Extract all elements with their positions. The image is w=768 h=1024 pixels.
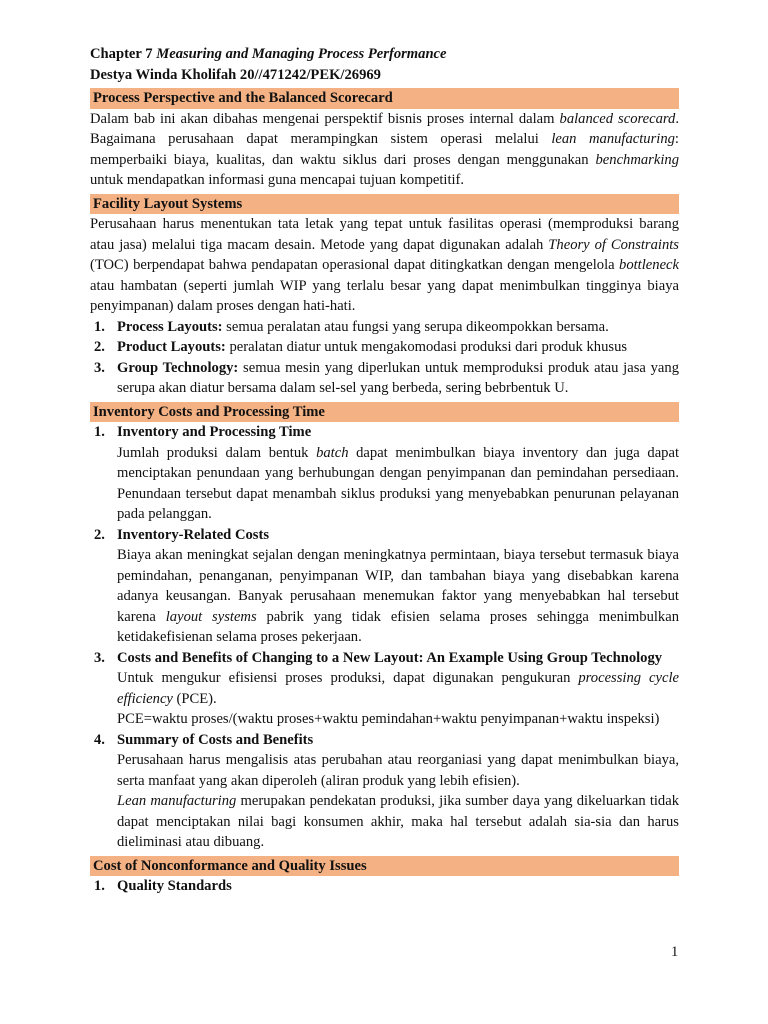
- pce-formula: PCE=waktu proses/(waktu proses+waktu pemindahan+waktu penyimpanan+waktu inspeksi): [117, 711, 660, 727]
- list-item-title: Process Layouts:: [117, 318, 223, 335]
- list-item-paragraph: Lean manufacturing merupakan pendekatan produksi, jika sumber daya yang dikeluarkan tidak dapat menciptakan nilai bagi konsumen akhir, maka hal tersebut adalah sia-sia dan harus dieliminasi atau dibuang.: [117, 793, 680, 850]
- page-number: 1: [671, 944, 679, 960]
- list-item: 1. Process Layouts: semua peralatan atau fungsi yang serupa dikeompokkan bersama.: [90, 317, 679, 338]
- list-item-title: Inventory-Related Costs: [117, 526, 270, 543]
- list-item-paragraph: Biaya akan meningkat sejalan dengan meningkatnya permintaan, biaya tersebut termasuk biaya pemindahan, penanganan, penyimpanan WIP, dan tambahan biaya yang disebabkan karena adanya keusangan. Banyak perusahaan menemukan faktor yang menyebabkan hal tersebut karena layout systems pabrik yang tidak efisien selama proses sehingga menimbulkan ketidakefisienan selama proses pekerjaan.: [117, 547, 679, 645]
- chapter-line: [90, 44, 679, 65]
- list-item-paragraph: Perusahaan harus mengalisis atas perubahan atau reorganiasi yang dapat menimbulkan biaya, serta manfaat yang akan diperoleh (aliran produk yang lebih efisien).: [117, 752, 679, 789]
- list-number: 3.: [94, 359, 105, 376]
- list-item-paragraph: Jumlah produksi dalam bentuk batch dapat menimbulkan biaya inventory dan juga dapat menciptakan penundaan yang berhubungan dengan penyimpanan dan pemindahan persediaan. Penundaan tersebut dapat menambah siklus produksi yang menyebabkan penurunan pelayanan pada pelanggan.: [117, 444, 679, 522]
- list-item-title: Summary of Costs and Benefits: [117, 731, 314, 748]
- list-item: [90, 422, 679, 525]
- list-item: [90, 648, 679, 730]
- section-heading-process-perspective: Process Perspective and the Balanced Scorecard: [90, 88, 679, 109]
- list-item: 2. Product Layouts: peralatan diatur untuk mengakomodasi produksi dari produk khusus: [90, 337, 679, 358]
- list-item: [90, 525, 679, 648]
- list-number: 1.: [94, 424, 105, 440]
- page-content: [90, 44, 679, 897]
- list-item-title: Quality Standards: [117, 878, 232, 894]
- section-heading-facility-layout: Facility Layout Systems: [90, 194, 679, 215]
- list-item-title: Costs and Benefits of Changing to a New Layout: An Example Using Group Technology: [117, 649, 663, 666]
- author-line: Destya Winda Kholifah 20//471242/PEK/26969: [90, 66, 381, 83]
- section-paragraph: Dalam bab ini akan dibahas mengenai perspektif bisnis proses internal dalam balanced scorecard. Bagaimana perusahaan dapat merampingkan sistem operasi melalui lean manufacturing: memperbaiki biaya, kualitas, dan waktu siklus dari proses dengan menggunakan benchmarking untuk mendapatkan informasi guna mencapai tujuan kompetitif.: [90, 110, 679, 188]
- list-item: [90, 730, 679, 853]
- list-number: 1.: [94, 878, 105, 894]
- section-heading-nonconformance: Cost of Nonconformance and Quality Issues: [90, 856, 679, 877]
- list-number: 4.: [94, 731, 105, 748]
- list-item-title: Group Technology:: [117, 359, 239, 376]
- list-item: 3. Group Technology: semua mesin yang diperlukan untuk memproduksi produk atau jasa yang serupa akan diatur bersama dalam sel-sel yang berbeda, sering bebrbentuk U.: [94, 359, 679, 396]
- list-number: 2.: [94, 339, 105, 355]
- list-number: 1.: [94, 318, 105, 335]
- section-paragraph: Perusahaan harus menentukan tata letak yang tepat untuk fasilitas operasi (memproduksi barang atau jasa) melalui tiga macam desain. Metode yang dapat digunakan adalah Theory of Constraints (TOC) berpendapat bahwa pendapatan operasional dapat ditingkatkan dengan mengelola bottleneck atau hambatan (seperti jumlah WIP yang terlalu besar yang dapat menimbulkan tingginya biaya penyimpanan) dalam proses dengan hati-hati.: [90, 216, 679, 314]
- list-item: [90, 876, 679, 897]
- section-heading-inventory-costs: Inventory Costs and Processing Time: [90, 402, 679, 423]
- chapter-label: Chapter 7: [90, 46, 153, 62]
- list-item-title: Product Layouts:: [117, 339, 226, 355]
- list-number: 2.: [94, 526, 105, 543]
- list-number: 3.: [94, 649, 105, 666]
- list-item-title: Inventory and Processing Time: [117, 424, 312, 440]
- chapter-title: Measuring and Managing Process Performance: [156, 46, 447, 62]
- list-item-paragraph: Untuk mengukur efisiensi proses produksi, dapat digunakan pengukuran processing cycle efficiency (PCE).: [117, 670, 679, 707]
